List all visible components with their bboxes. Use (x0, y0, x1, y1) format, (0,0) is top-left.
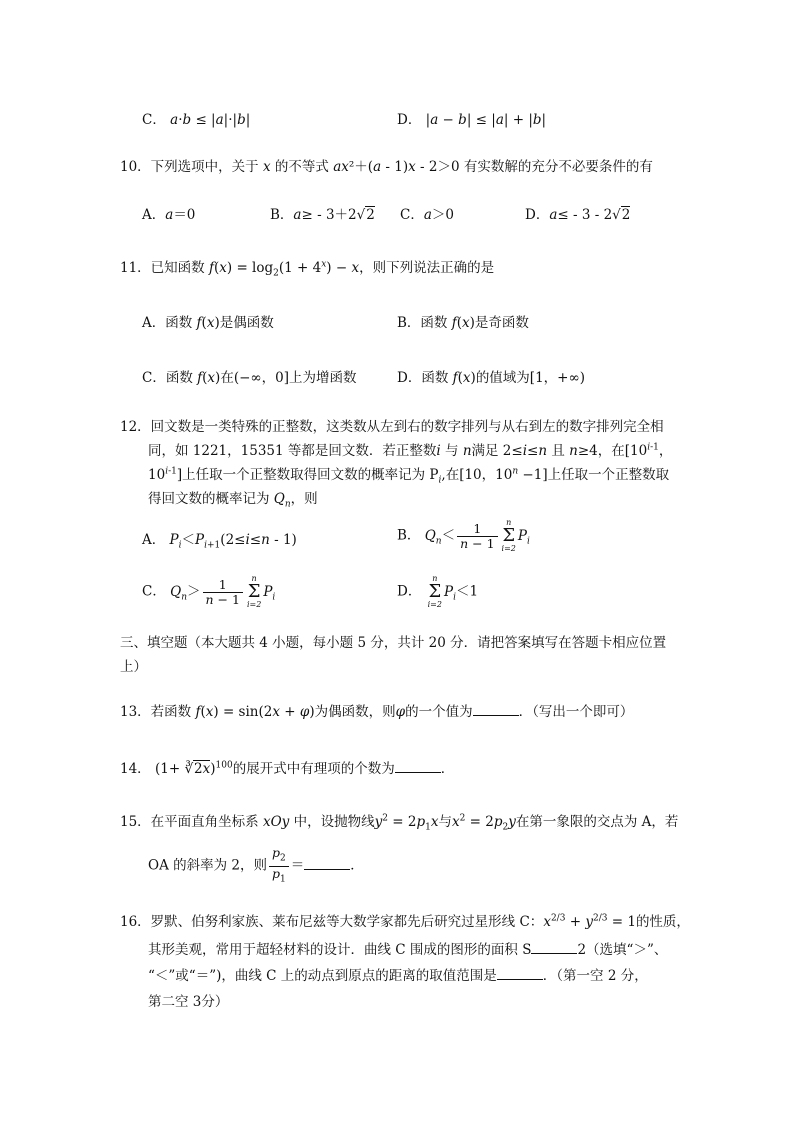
q10-option-d: D．a≤ - 3 - 2√2 (525, 207, 631, 223)
q10-stem: 10．下列选项中，关于 x 的不等式 ax²＋(a - 1)x - 2＞0 有实数解的充分不必要条件的有 (120, 159, 653, 175)
q12-line-2: 同，如 1221，15351 等都是回文数．若正整数i 与 n满足 2≤i≤n 且 n≥4，在[10$^{i-1}$， (148, 442, 673, 459)
q11-option-a: A．函数 f(x)是偶函数 (142, 315, 274, 331)
q10-inequality: ax²＋(a - 1)x - 2＞0 (333, 159, 460, 175)
q12-line-1: 12．回文数是一类特殊的正整数，这类数从左到右的数字排列与从右到左的数字排列完全相 (120, 419, 664, 435)
q11-function: $f(x) = \log_2(1 + 4^x) - x$ (208, 259, 360, 279)
q15-line-2: OA 的斜率为 2，则 $\frac{p_2}{p_1}$ ＝ ． (148, 845, 364, 884)
q10-option-a: A．a＝0 (142, 207, 196, 223)
q14-stem: 14． (1+ ∛2x)$^{100}$的展开式中有理项的个数为 ． (120, 760, 455, 777)
q12-line-4: 得回文数的概率记为 $Q_n$，则 (148, 491, 318, 510)
q9-option-d-math: |a − b| ≤ |a| + |b| (425, 112, 547, 128)
section-3-heading-cont: 上） (120, 659, 147, 675)
q12-option-c: C． $Q_n>$ $\frac{1}{n - 1}$ n Σ i=2 $P_i$ (142, 574, 276, 609)
q15-answer-blank[interactable] (304, 858, 350, 870)
q10-option-c: C．a＞0 (400, 207, 454, 223)
q13-stem: 13．若函数 f(x) = sin(2x + φ)为偶函数，则φ的一个值为 ．（写出一个即可） (120, 704, 634, 720)
q12-option-a: A． $P_i<P_{i+1}(2\le i\le n - 1)$ (142, 532, 297, 551)
q12-option-b: B． $Q_n<$ $\frac{1}{n - 1}$ n Σ i=2 $P_i$ (397, 518, 530, 553)
q13-answer-blank[interactable] (473, 704, 519, 716)
q9-option-c (142, 108, 250, 128)
q14-answer-blank[interactable] (395, 761, 441, 773)
q9-option-d (397, 108, 546, 128)
q9-option-c-math: a·b ≤ |a|·|b| (170, 112, 251, 128)
q12-line-3: 10$^{i-1}$]上任取一个正整数取得回文数的概率记为 $P_i$,在[10，$10^n -1$]上任取一个正整数取 (148, 466, 670, 486)
var-x: x (262, 159, 271, 175)
q12-option-d: D． n Σ i=2 $P_i<1$ (397, 574, 479, 609)
q10-option-b: B．a≥ - 3＋2√2 (270, 207, 375, 223)
astroid-equation: $x^{2/3} + y^{2/3} = 1$ (543, 913, 636, 930)
q9-option-c-label: C． (142, 112, 166, 128)
q15-line-1: 15．在平面直角坐标系 xOy 中，设抛物线$y^2 = 2p_1x$与$x^2 = 2p_2y$在第一象限的交点为 A，若 (120, 813, 679, 833)
q16-line-2: 其形美观，常用于超轻材料的设计．曲线 C 围成的图形的面积 S 2（选填“＞”、 (148, 942, 668, 958)
q11-option-b: B．函数 f(x)是奇函数 (397, 315, 529, 331)
q16-line-1: 16．罗默、伯努利家族、莱布尼兹等大数学家都先后研究过星形线 C：$x^{2/3} + y^{2/3} = 1$的性质， (120, 913, 690, 930)
q16-line-3: “＜”或“＝”)，曲线 C 上的动点到原点的距离的取值范围是 ．（第一空 2 分， (148, 968, 648, 984)
q16-line-4: 第二空 3分） (148, 994, 229, 1010)
section-3-heading: 三、填空题（本大题共 4 小题，每小题 5 分，共计 20 分．请把答案填写在答题卡相应位置 (120, 635, 667, 651)
q16-answer-blank-1[interactable] (531, 942, 577, 954)
q11-stem: 11．已知函数 $f(x) = \log_2(1 + 4^x) - x$，则下列说法正确的是 (120, 259, 495, 279)
q9-option-d-label: D． (397, 112, 422, 128)
q11-option-d: D．函数 f(x)的值域为[1，+∞) (397, 370, 585, 386)
q11-option-c: C．函数 f(x)在(−∞，0]上为增函数 (142, 370, 357, 386)
q16-answer-blank-2[interactable] (497, 968, 543, 980)
